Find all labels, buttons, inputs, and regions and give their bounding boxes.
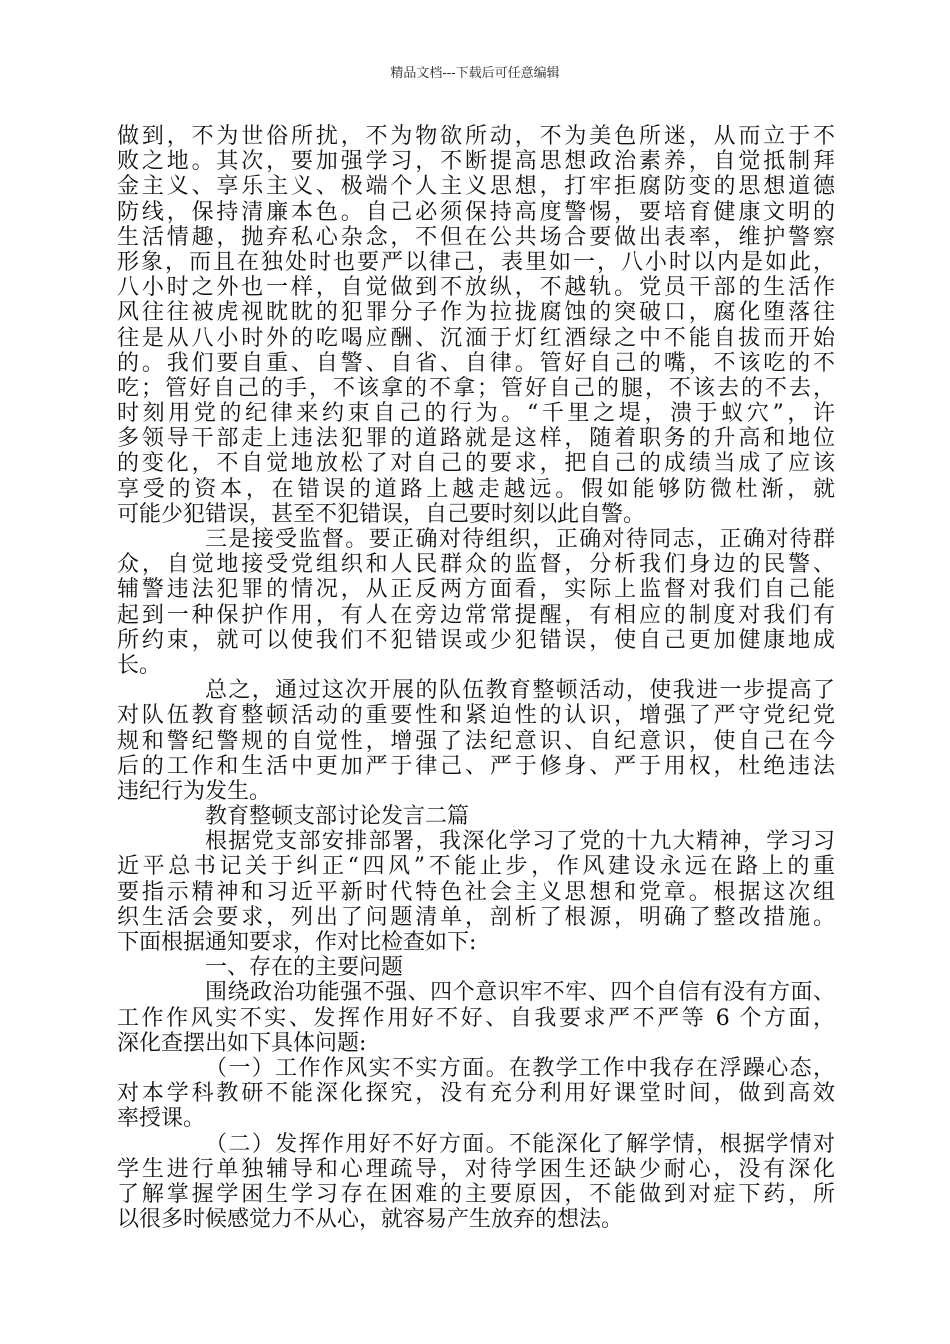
text-line: 享受的资本，在错误的道路上越走越远。假如能够防微杜渐，就	[117, 476, 835, 502]
text-line: 三是接受监督。要正确对待组织，正确对待同志，正确对待群	[205, 527, 835, 552]
text-line: 做到，不为世俗所扰，不为物欲所动，不为美色所迷，从而立于不	[117, 124, 835, 149]
text-line: 学生进行单独辅导和心理疏导，对待学困生还缺少耐心，没有深化	[117, 1156, 835, 1182]
text-line: 吃；管好自己的手，不该拿的不拿；管好自己的腿，不该去的不去，	[117, 375, 835, 401]
text-line: 风往往被虎视眈眈的犯罪分子作为拉拢腐蚀的突破口，腐化堕落往	[117, 300, 835, 326]
text-line: 往是从八小时外的吃喝应酬、沉湎于灯红酒绿之中不能自拔而开始	[117, 325, 835, 351]
text-line: 根据党支部安排部署，我深化学习了党的十九大精神，学习习	[205, 829, 835, 855]
text-line: 了解掌握学困生学习存在困难的主要原因，不能做到对症下药，所	[117, 1181, 835, 1207]
text-line: 深化查摆出如下具体问题:	[117, 1030, 367, 1056]
text-line: 生活情趣，抛弃私心杂念，不但在公共场合要做出表率，维护警察	[117, 224, 835, 250]
text-line: 规和警纪警规的自觉性，增强了法纪意识、自纪意识，使自己在今	[117, 728, 835, 754]
document-body	[117, 124, 835, 1232]
text-line: 的变化，不自觉地放松了对自己的要求，把自己的成绩当成了应该	[117, 451, 835, 477]
text-line: 率授课。	[117, 1106, 206, 1132]
text-line: 辅警违法犯罪的情况，从正反两方面看，实际上监督对我们自己能	[117, 577, 835, 603]
text-line: 众，自觉地接受党组织和人民群众的监督，分析我们身边的民警、	[117, 552, 835, 578]
text-line: 对本学科教研不能深化探究，没有充分利用好课堂时间，做到高效	[117, 1081, 835, 1107]
text-line: （二）发挥作用好不好方面。不能深化了解学情，根据学情对	[205, 1131, 835, 1157]
text-line: 后的工作和生活中更加严于律己、严于修身、严于用权，杜绝违法	[117, 753, 835, 779]
text-line: 一、存在的主要问题	[205, 955, 404, 981]
text-line: 的。我们要自重、自警、自省、自律。管好自己的嘴，不该吃的不	[117, 350, 835, 376]
text-line: 金主义、享乐主义、极端个人主义思想，打牢拒腐防变的思想道德	[117, 174, 835, 200]
text-line: 要指示精神和习近平新时代特色社会主义思想和党章。根据这次组	[117, 879, 835, 905]
text-line: 围绕政治功能强不强、四个意识牢不牢、四个自信有没有方面、	[205, 980, 835, 1006]
text-line: 对队伍教育整顿活动的重要性和紧迫性的认识，增强了严守党纪党	[117, 703, 835, 729]
text-line: 多领导干部走上违法犯罪的道路就是这样，随着职务的升高和地位	[117, 426, 835, 452]
text-line: 时刻用党的纪律来约束自己的行为。“千里之堤，溃于蚁穴”，许	[117, 401, 835, 427]
text-line: 八小时之外也一样，自觉做到不放纵，不越轨。党员干部的生活作	[117, 275, 835, 301]
text-line: 防线，保持清廉本色。自己必须保持高度警惕，要培育健康文明的	[117, 199, 835, 225]
text-line: 教育整顿支部讨论发言二篇	[205, 804, 470, 830]
text-line: 可能少犯错误，甚至不犯错误，自己要时刻以此自警。	[117, 501, 646, 527]
text-line: 所约束，就可以使我们不犯错误或少犯错误，使自己更加健康地成	[117, 627, 835, 653]
text-line: 近平总书记关于纠正“四风”不能止步，作风建设永远在路上的重	[117, 854, 835, 880]
text-line: 下面根据通知要求，作对比检查如下:	[117, 930, 477, 955]
text-line: 长。	[117, 652, 162, 678]
text-line: 工作作风实不实、发挥作用好不好、自我要求严不严等 6 个方面，	[117, 1005, 835, 1031]
text-line: 违纪行为发生。	[117, 778, 272, 804]
text-line: 织生活会要求，列出了问题清单，剖析了根源，明确了整改措施。	[117, 904, 835, 930]
text-line: 以很多时候感觉力不从心，就容易产生放弃的想法。	[117, 1207, 624, 1233]
text-line: 总之，通过这次开展的队伍教育整顿活动，使我进一步提高了	[205, 678, 835, 704]
text-line: 起到一种保护作用，有人在旁边常常提醒，有相应的制度对我们有	[117, 602, 835, 628]
page-header: 精品文档---下载后可任意编辑	[390, 66, 560, 81]
text-line: 形象，而且在独处时也要严以律己，表里如一，八小时以内是如此，	[117, 249, 835, 275]
text-line: （一）工作作风实不实方面。在教学工作中我存在浮躁心态，	[205, 1055, 835, 1081]
text-line: 败之地。其次，要加强学习，不断提高思想政治素养，自觉抵制拜	[117, 149, 835, 175]
